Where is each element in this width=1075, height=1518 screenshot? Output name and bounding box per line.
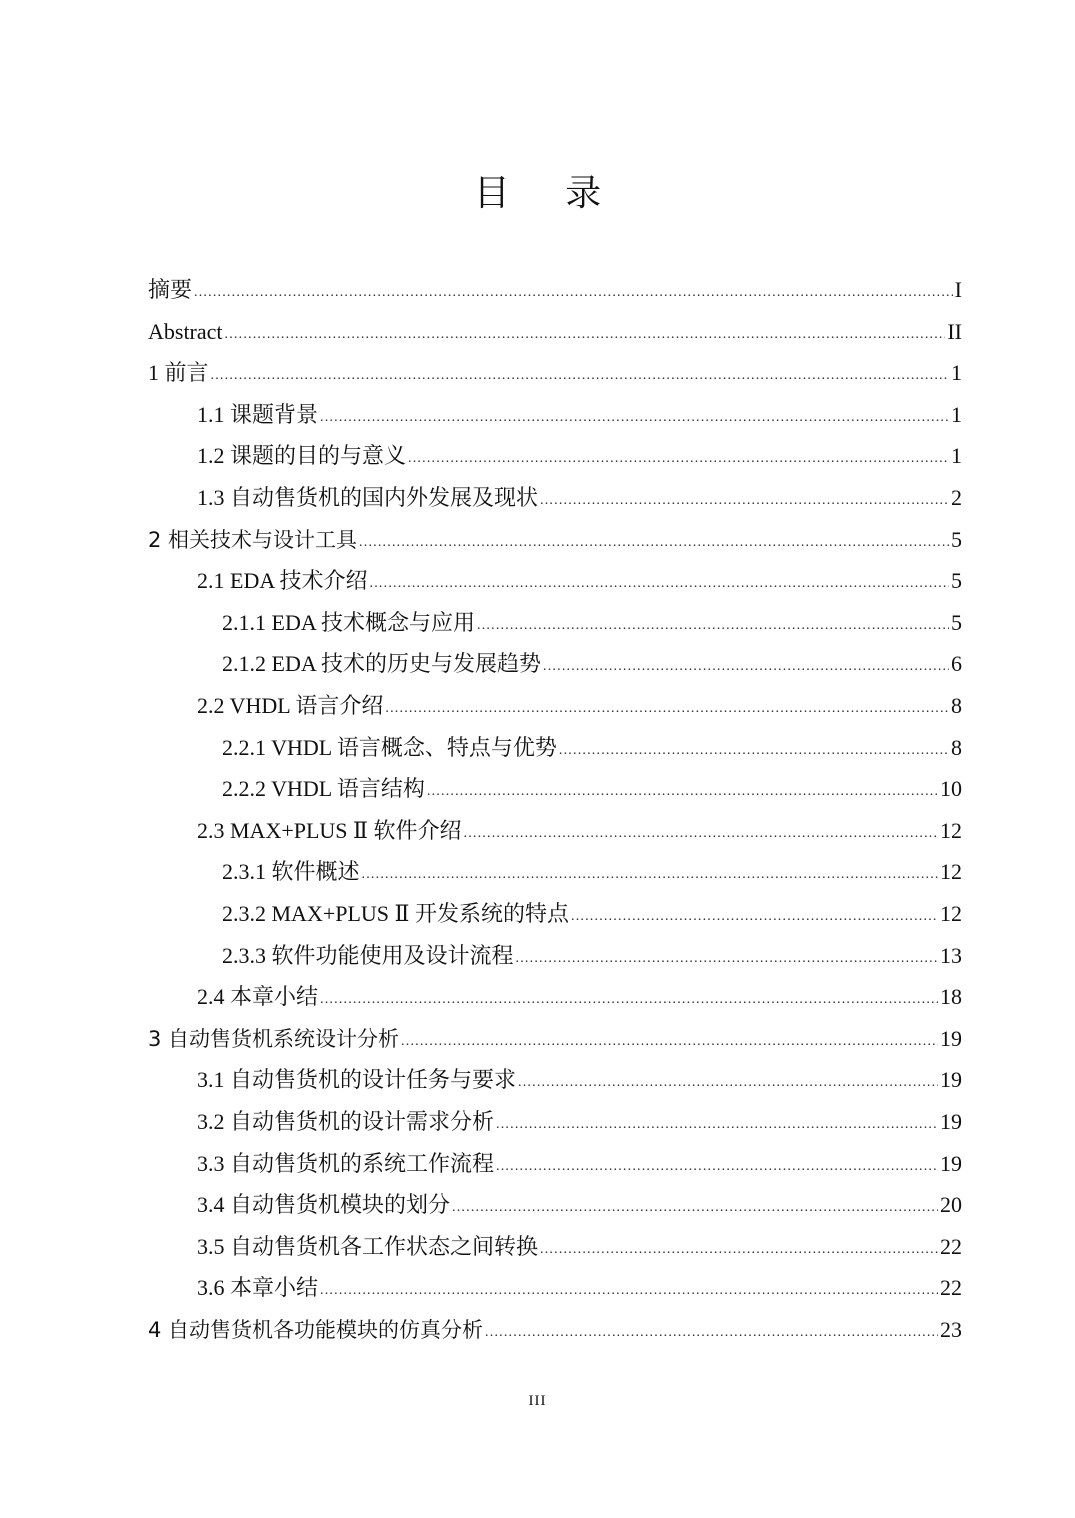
- toc-entry-heading: 2.4 本章小结: [197, 984, 319, 1010]
- toc-entry-heading: 3 自动售货机系统设计分析: [148, 1026, 400, 1051]
- dot-leader: [359, 520, 949, 560]
- dot-leader: [408, 436, 949, 476]
- toc-entry-heading: 3.2 自动售货机的设计需求分析: [197, 1109, 495, 1134]
- toc-entry-page-number: II: [947, 318, 962, 344]
- toc-entry-3-2[interactable]: [197, 1102, 962, 1142]
- toc-entry-heading: Abstract: [148, 318, 223, 344]
- toc-entry-heading: 2.3.3 软件功能使用及设计流程: [222, 942, 514, 968]
- dot-leader: [485, 1310, 938, 1350]
- dot-leader: [518, 1060, 938, 1100]
- toc-entry-chapter-1[interactable]: [148, 353, 962, 393]
- dot-leader: [320, 1268, 938, 1308]
- toc-entry-page-number: 1: [951, 401, 962, 427]
- toc-entry-page-number: 8: [951, 734, 962, 760]
- toc-entry-page-number: 8: [951, 693, 962, 718]
- toc-entry-2-3[interactable]: [197, 811, 962, 851]
- toc-entry-page-number: 12: [940, 859, 962, 885]
- dot-leader: [225, 312, 946, 352]
- dot-leader: [320, 977, 938, 1017]
- toc-entry-heading: 1.2 课题的目的与意义: [197, 443, 407, 469]
- dot-leader: [427, 769, 938, 809]
- toc-entry-page-number: 19: [940, 1150, 962, 1176]
- toc-entry-chapter-4[interactable]: [148, 1310, 962, 1350]
- dot-leader: [362, 852, 938, 892]
- toc-entry-2-3-2[interactable]: [222, 894, 962, 934]
- toc-entry-2-2-1[interactable]: [222, 728, 962, 768]
- dot-leader: [320, 395, 949, 435]
- dot-leader: [543, 644, 949, 684]
- footer-page-number: III: [528, 1393, 547, 1409]
- toc-entry-heading: 1.1 课题背景: [197, 401, 319, 427]
- toc-entry-page-number: 19: [940, 1067, 962, 1093]
- toc-entry-heading: 2.2 VHDL 语言介绍: [197, 693, 384, 718]
- dot-leader: [540, 478, 949, 518]
- toc-entry-heading: 3.1 自动售货机的设计任务与要求: [197, 1067, 517, 1093]
- toc-entry-heading: 2.2.1 VHDL 语言概念、特点与优势: [222, 734, 557, 760]
- dot-leader: [559, 728, 949, 768]
- toc-entry-page-number: 1: [951, 443, 962, 469]
- toc-entry-2-2-2[interactable]: [222, 769, 962, 809]
- toc-entry-page-number: 5: [951, 568, 962, 594]
- dot-leader: [516, 936, 938, 976]
- toc-entry-heading: 2.3 MAX+PLUS Ⅱ 软件介绍: [197, 817, 462, 843]
- toc-entry-heading: 2.3.2 MAX+PLUS Ⅱ 开发系统的特点: [222, 901, 569, 926]
- toc-entry-heading: 1.3 自动售货机的国内外发展及现状: [197, 485, 539, 510]
- toc-entry-2-2[interactable]: [197, 686, 962, 726]
- toc-entry-abstract-cn[interactable]: [148, 270, 962, 310]
- toc-entry-page-number: 5: [951, 526, 962, 552]
- toc-entry-2-3-3[interactable]: [222, 936, 962, 976]
- dot-leader: [211, 353, 949, 393]
- toc-entry-heading: 2.2.2 VHDL 语言结构: [222, 776, 425, 802]
- toc-entry-heading: 3.3 自动售货机的系统工作流程: [197, 1150, 495, 1176]
- toc-entry-1-1[interactable]: [197, 395, 962, 435]
- toc-entry-page-number: 13: [940, 942, 962, 968]
- toc-entry-heading: 4 自动售货机各功能模块的仿真分析: [148, 1318, 484, 1342]
- toc-entry-2-3-1[interactable]: [222, 852, 962, 892]
- toc-entry-heading: 2 相关技术与设计工具: [148, 527, 358, 552]
- toc-entry-page-number: 20: [940, 1192, 962, 1218]
- dot-leader: [540, 1227, 938, 1267]
- dot-leader: [464, 811, 939, 851]
- toc-entry-1-2[interactable]: [197, 436, 962, 476]
- toc-entry-page-number: I: [954, 277, 962, 302]
- dot-leader: [370, 561, 949, 601]
- toc-entry-heading: 3.5 自动售货机各工作状态之间转换: [197, 1233, 539, 1259]
- toc-entry-3-5[interactable]: [197, 1227, 962, 1267]
- toc-entry-page-number: 1: [951, 360, 962, 386]
- toc-entry-heading: 2.3.1 软件概述: [222, 859, 360, 885]
- toc-entry-page-number: 22: [940, 1233, 962, 1259]
- dot-leader: [496, 1144, 938, 1184]
- toc-entry-page-number: 22: [940, 1275, 962, 1301]
- toc-entry-page-number: 10: [940, 776, 962, 802]
- toc-entry-heading: 摘要: [148, 277, 193, 302]
- toc-entry-page-number: 12: [940, 901, 962, 926]
- toc-entry-page-number: 6: [951, 651, 962, 677]
- toc-entry-heading: 2.1.1 EDA 技术概念与应用: [222, 609, 476, 635]
- dot-leader: [571, 894, 938, 934]
- toc-entry-2-4[interactable]: [197, 977, 962, 1017]
- toc-entry-2-1[interactable]: [197, 561, 962, 601]
- toc-entry-heading: 3.6 本章小结: [197, 1275, 319, 1301]
- toc-entry-2-1-1[interactable]: [222, 603, 962, 643]
- toc-entry-2-1-2[interactable]: [222, 644, 962, 684]
- toc-entry-heading: 1 前言: [148, 360, 209, 386]
- dot-leader: [401, 1019, 938, 1059]
- dot-leader: [496, 1102, 938, 1142]
- toc-entry-page-number: 18: [940, 984, 962, 1010]
- toc-entry-page-number: 19: [940, 1025, 962, 1051]
- toc-entry-abstract-en[interactable]: [148, 312, 962, 352]
- dot-leader: [452, 1185, 938, 1225]
- toc-entry-heading: 2.1.2 EDA 技术的历史与发展趋势: [222, 651, 542, 677]
- toc-entry-3-6[interactable]: [197, 1268, 962, 1308]
- toc-entry-1-3[interactable]: [197, 478, 962, 518]
- toc-entry-chapter-2[interactable]: [148, 520, 962, 560]
- toc-entry-page-number: 2: [951, 485, 962, 510]
- toc-entry-page-number: 12: [940, 817, 962, 843]
- toc-entry-page-number: 19: [940, 1109, 962, 1134]
- dot-leader: [385, 686, 949, 726]
- toc-entry-chapter-3[interactable]: [148, 1019, 962, 1059]
- toc-entry-heading: 3.4 自动售货机模块的划分: [197, 1192, 451, 1218]
- toc-entry-heading: 2.1 EDA 技术介绍: [197, 568, 368, 594]
- dot-leader: [477, 603, 949, 643]
- toc-entry-3-3[interactable]: [197, 1144, 962, 1184]
- toc-entry-page-number: 5: [951, 609, 962, 635]
- toc-entry-page-number: 23: [940, 1317, 962, 1342]
- page-title: 目 录: [473, 173, 624, 214]
- dot-leader: [194, 270, 953, 310]
- toc-entry-3-4[interactable]: [197, 1185, 962, 1225]
- toc-entry-3-1[interactable]: [197, 1060, 962, 1100]
